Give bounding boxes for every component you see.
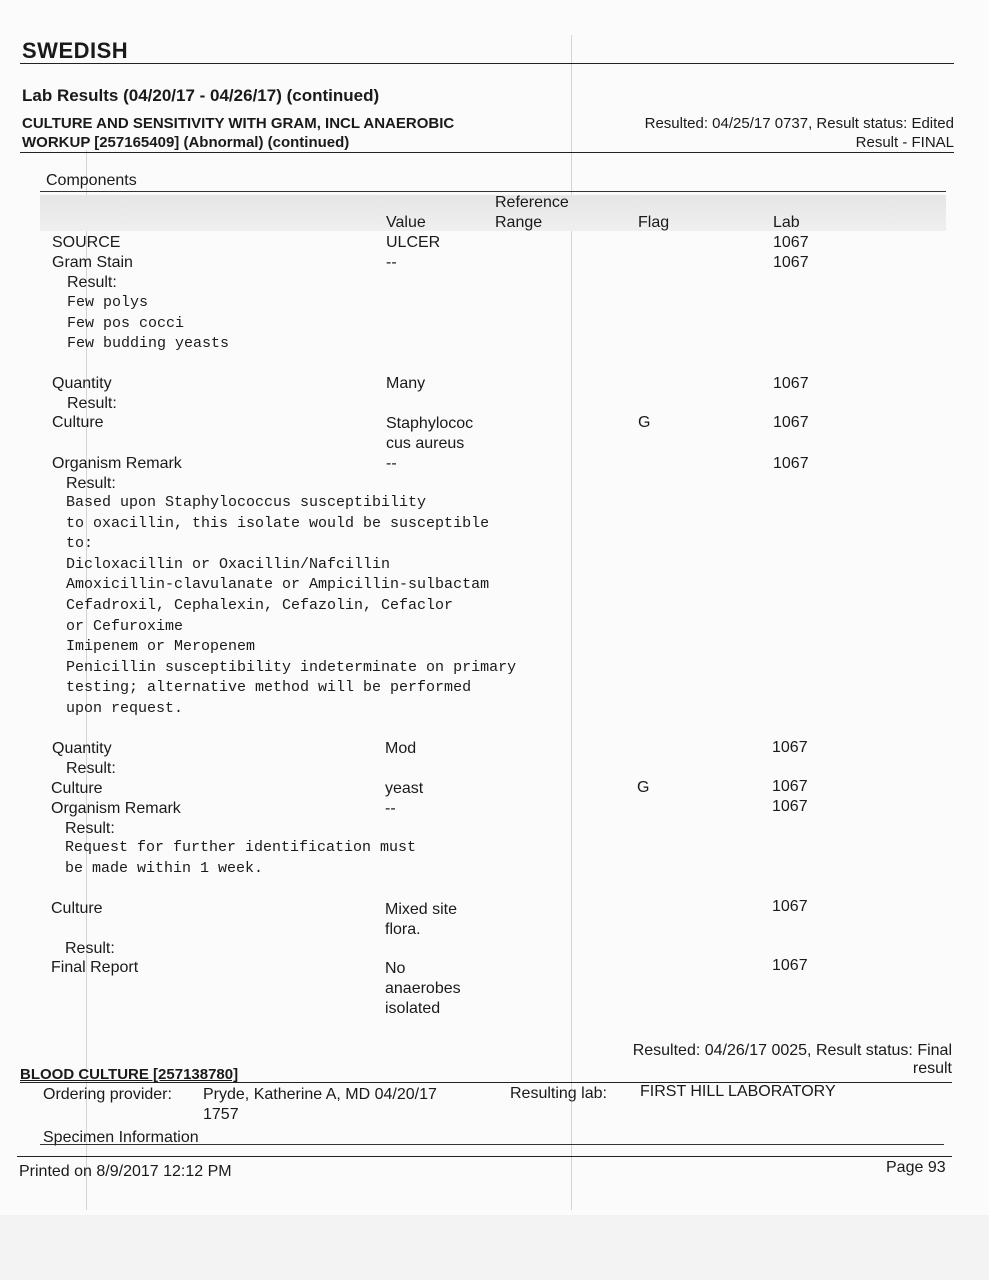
page-number: Page 93	[886, 1159, 946, 1176]
remark1-line: Cefadroxil, Cephalexin, Cefazolin, Cefaclor	[66, 596, 454, 614]
gram-result-label: Result:	[67, 274, 117, 291]
specimen-rule	[40, 1144, 944, 1145]
footer-rule	[17, 1156, 952, 1157]
components-rule	[40, 191, 946, 192]
row-final-report-value: No anaerobes isolated	[385, 960, 461, 1017]
row-culture2-lab: 1067	[772, 778, 808, 795]
remark2-result-label: Result:	[65, 820, 115, 837]
remark1-line: or Cefuroxime	[66, 617, 184, 635]
remark1-line: Dicloxacillin or Oxacillin/Nafcillin	[66, 555, 391, 573]
row-organism-remark2-name: Organism Remark	[51, 800, 181, 817]
header-rule	[20, 63, 954, 64]
row-final-report-lab: 1067	[772, 957, 808, 974]
row-organism-remark-name: Organism Remark	[52, 455, 182, 472]
row-source-name: SOURCE	[52, 234, 121, 251]
row-culture3-lab: 1067	[772, 898, 808, 915]
ordering-provider-value: Pryde, Katherine A, MD 04/20/17	[203, 1086, 437, 1103]
test-resulted-line1: Resulted: 04/25/17 0737, Result status: Edited	[644, 115, 954, 132]
specimen-information: Specimen Information	[43, 1129, 199, 1146]
row-culture-flag: G	[638, 414, 651, 431]
row-gram-name: Gram Stain	[52, 254, 133, 271]
remark1-result-text	[66, 493, 516, 720]
components-heading: Components	[46, 172, 137, 189]
blood-culture-title: BLOOD CULTURE [257138780]	[20, 1066, 239, 1083]
row-culture2-flag: G	[637, 779, 650, 796]
remark1-line: Imipenem or Meropenem	[66, 638, 256, 656]
remark1-result-label: Result:	[66, 475, 116, 492]
resulting-lab-label: Resulting lab:	[510, 1085, 607, 1102]
row-culture2-value: yeast	[385, 780, 424, 797]
row-organism-remark2-lab: 1067	[772, 798, 808, 815]
remark2-line: Request for further identification must	[65, 839, 417, 856]
row-organism-remark-lab: 1067	[773, 455, 809, 472]
printed-on: Printed on 8/9/2017 12:12 PM	[19, 1163, 232, 1180]
remark1-line: Based upon Staphylococcus susceptibility	[66, 494, 427, 511]
row-final-report-name: Final Report	[51, 959, 139, 976]
row-culture-value: Staphylococ cus aureus	[386, 415, 474, 452]
row-culture-lab: 1067	[773, 414, 809, 431]
remark2-result-text	[65, 838, 416, 879]
remark1-line: to oxacillin, this isolate would be susceptible	[66, 514, 490, 532]
gram-result-text	[67, 293, 229, 355]
components-header-band	[40, 195, 946, 231]
row-quantity-lab: 1067	[773, 375, 809, 392]
col-flag: Flag	[638, 214, 670, 231]
test-rule	[20, 152, 954, 153]
col-reference-line2: Range	[495, 214, 543, 231]
row-source-value: ULCER	[386, 234, 441, 251]
page-title: Lab Results (04/20/17 - 04/26/17) (continued)	[22, 86, 380, 105]
remark2-line: be made within 1 week.	[65, 859, 264, 877]
gram-result-line: Few budding yeasts	[67, 335, 230, 353]
col-reference-line1: Reference	[495, 194, 569, 211]
remark1-line: to:	[66, 535, 94, 553]
ordering-provider-value2: 1757	[203, 1106, 239, 1123]
remark1-line: Penicillin susceptibility indeterminate on primary	[66, 658, 517, 676]
row-quantity2-value: Mod	[385, 740, 417, 757]
col-value: Value	[386, 214, 426, 231]
row-culture-name: Culture	[52, 414, 104, 431]
remark1-line: upon request.	[66, 699, 184, 717]
row-quantity2-lab: 1067	[772, 739, 808, 756]
row-quantity-name: Quantity	[52, 375, 112, 392]
row-organism-remark-value: --	[386, 455, 397, 472]
gram-result-line: Few pos cocci	[67, 314, 185, 332]
col-lab: Lab	[773, 214, 800, 231]
resulting-lab-value: FIRST HILL LABORATORY	[640, 1083, 836, 1100]
row-gram-lab: 1067	[773, 254, 809, 271]
remark1-line: testing; alternative method will be performed	[66, 679, 472, 697]
row-gram-value: --	[386, 254, 397, 271]
remark1-line: Amoxicillin-clavulanate or Ampicillin-sulbactam	[66, 576, 490, 594]
blood-resulted-line1: Resulted: 04/26/17 0025, Result status: Final	[632, 1042, 952, 1059]
test-name-line1: CULTURE AND SENSITIVITY WITH GRAM, INCL ANAEROBIC	[22, 115, 455, 132]
row-culture3-value: Mixed site flora.	[385, 901, 458, 938]
quantity2-result-label: Result:	[66, 760, 116, 777]
blood-resulted-line2: result	[912, 1060, 952, 1077]
row-quantity-value: Many	[386, 375, 426, 392]
org-logo: SWEDISH	[22, 38, 129, 63]
test-name-line2: WORKUP [257165409] (Abnormal) (continued)	[22, 134, 350, 151]
ordering-provider-label: Ordering provider:	[43, 1086, 172, 1103]
row-source-lab: 1067	[773, 234, 809, 251]
test-resulted-line2: Result - FINAL	[855, 134, 954, 151]
quantity-result-label: Result:	[67, 395, 117, 412]
row-quantity2-name: Quantity	[52, 740, 112, 757]
gram-result-line: Few polys	[67, 294, 149, 311]
row-organism-remark2-value: --	[385, 800, 396, 817]
culture3-result-label: Result:	[65, 940, 115, 957]
row-culture2-name: Culture	[51, 780, 103, 797]
row-culture3-name: Culture	[51, 900, 103, 917]
